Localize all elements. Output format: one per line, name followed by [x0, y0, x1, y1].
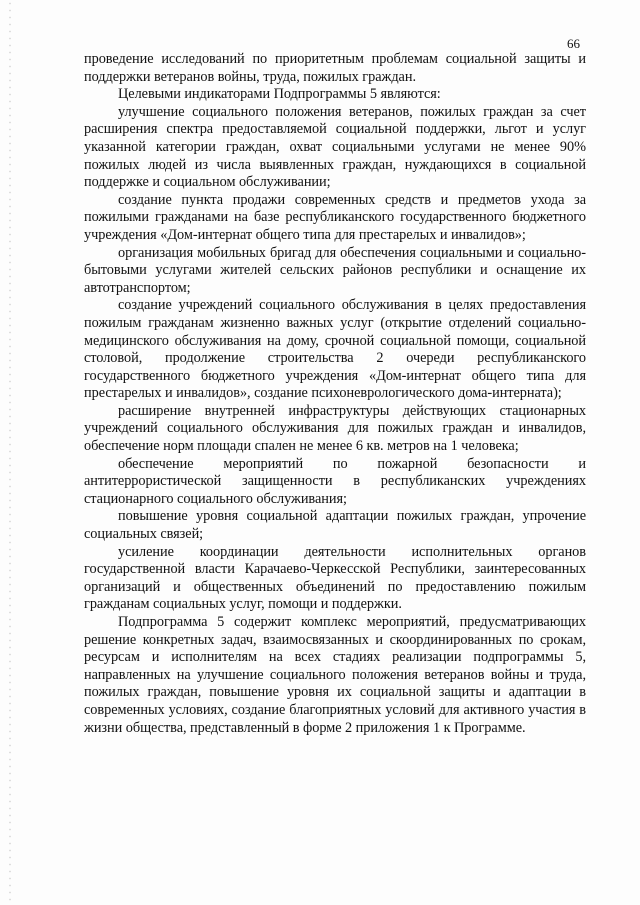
paragraph-subprogram-summary: Подпрограмма 5 содержит комплекс мероприятий, предусматривающих решение конкретных задач, взаимосвязанных и скоординированных по срокам, ресурсам и исполнителям на всех стадиях реализации подпрограммы 5, направленных на улучшение социального положения ветеранов войны и труда, пожилых граждан, повышение уровня их социальной защиты и адаптации в современных условиях, создание благоприятных условий для активного участия в жизни общества, представленный в форме 2 приложения 1 к Программе. — [84, 614, 586, 736]
paragraph-social-adaptation: повышение уровня социальной адаптации пожилых граждан, упрочение социальных связей; — [84, 508, 586, 543]
scan-edge-dots — [8, 0, 12, 905]
paragraph-sales-point: создание пункта продажи современных средств и предметов ухода за пожилыми гражданами на базе республиканского государственного бюджетного учреждения «Дом-интернат общего типа для престарелых и инвалидов»; — [84, 191, 586, 243]
document-body — [84, 51, 586, 737]
paragraph-mobile-brigades: организация мобильных бригад для обеспечения социальными и социально-бытовыми услугами жителей сельских районов республики и оснащение их автотранспортом; — [84, 244, 586, 296]
paragraph-improvement: улучшение социального положения ветеранов, пожилых граждан за счет расширения спектра предоставляемой социальной поддержки, льгот и услуг указанной категории граждан, охват социальными услугами не менее 90% пожилых людей из числа выявленных граждан, нуждающихся в социальной поддержке и социальном обслуживании; — [84, 103, 586, 191]
paragraph-research: проведение исследований по приоритетным проблемам социальной защиты и поддержки ветеранов войны, труда, пожилых граждан. — [84, 51, 586, 85]
paragraph-infrastructure: расширение внутренней инфраструктуры действующих стационарных учреждений социального обслуживания для пожилых граждан и инвалидов, обеспечение норм площади спален не менее 6 кв. метров на 1 человека; — [84, 402, 586, 455]
paragraph-service-institutions: создание учреждений социального обслуживания в целях предоставления пожилым гражданам жизненно важных услуг (открытие отделений социально-медицинского обслуживания на дому, срочной социальной помощи, социальной столовой, продолжение строительства 2 очереди республиканского государственного бюджетного учреждения «Дом-интернат общего типа для престарелых и инвалидов», создание психоневрологического дома-интерната); — [84, 297, 586, 402]
paragraph-coordination: усиление координации деятельности исполнительных органов государственной власти Карачаево-Черкесской Республики, заинтересованных организаций и общественных объединений по предоставлению пожилым гражданам социальных услуг, помощи и поддержки. — [84, 543, 586, 613]
page-number: 66 — [567, 36, 580, 51]
paragraph-target-indicators-heading: Целевыми индикаторами Подпрограммы 5 являются: — [118, 86, 441, 103]
paragraph-fire-safety: обеспечение мероприятий по пожарной безопасности и антитеррористической защищенности в республиканских учреждениях стационарного социального обслуживания; — [84, 455, 586, 507]
